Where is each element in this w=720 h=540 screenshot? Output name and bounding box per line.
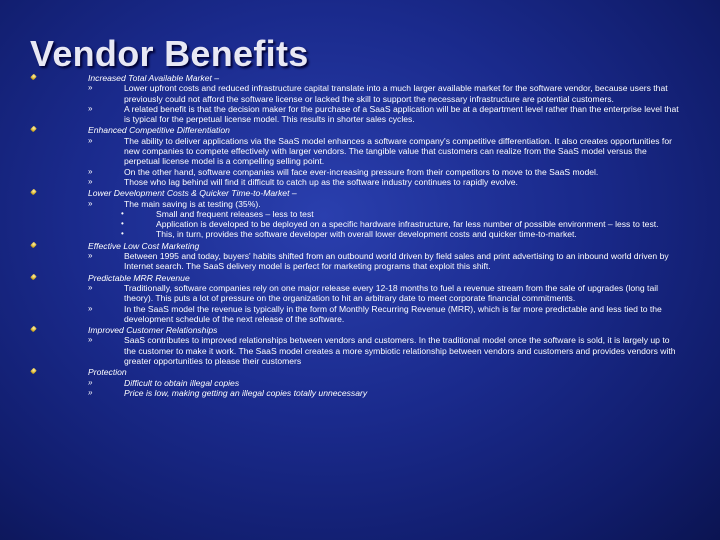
list-item	[30, 167, 685, 177]
chevron-bullet-icon: »	[88, 335, 93, 345]
list-item	[30, 104, 685, 125]
section-heading	[30, 367, 685, 377]
sub-list-item	[30, 219, 685, 229]
list-item-text: Traditionally, software companies rely on one major release every 12-18 months to fuel a revenue stream from the sale of upgrades (long tail theory). This puts a lot of pressure on the organization to hit an arbitrary date to meet corporate financial commitments.	[124, 282, 659, 304]
section-heading-text: Improved Customer Relationships	[88, 325, 218, 336]
slide-title: Vendor Benefits	[30, 33, 309, 74]
dot-bullet-icon: •	[121, 219, 124, 229]
section-heading-text: Increased Total Available Market –	[88, 73, 220, 83]
diamond-bullet-icon	[30, 368, 37, 375]
list-item-text: In the SaaS model the revenue is typically in the form of Monthly Recurring Revenue (MRR), which is far more predictable and less tied to the development schedule of the next release of the software.	[124, 303, 662, 324]
section-heading	[30, 125, 685, 135]
dot-bullet-icon: •	[121, 208, 124, 218]
chevron-bullet-icon: »	[88, 387, 93, 397]
sub-list-item-text: Small and frequent releases – less to test	[156, 208, 314, 219]
chevron-bullet-icon: »	[88, 166, 93, 176]
sub-list-item	[30, 229, 685, 239]
section-heading	[30, 273, 685, 283]
list-item	[30, 388, 685, 398]
section-heading-text: Lower Development Costs & Quicker Time-to-Market –	[88, 188, 297, 199]
diamond-bullet-icon	[30, 74, 37, 81]
chevron-bullet-icon: »	[88, 377, 93, 387]
list-item-text: The ability to deliver applications via the SaaS model enhances a software company's competitive differentiation. It also creates opportunities for new companies to compete effectively with larger vendors. The tangible value that customers can realize from the SaaS model versus the perpetual license model is a compelling selling point.	[124, 135, 672, 167]
diamond-bullet-icon	[30, 273, 37, 280]
list-item	[30, 283, 685, 304]
list-item	[30, 304, 685, 325]
diamond-bullet-icon	[30, 241, 37, 248]
diamond-bullet-icon	[30, 126, 37, 133]
list-item	[30, 199, 685, 209]
chevron-bullet-icon: »	[88, 103, 93, 113]
chevron-bullet-icon: »	[88, 282, 93, 292]
chevron-bullet-icon: »	[88, 251, 93, 261]
section-heading	[30, 73, 685, 83]
chevron-bullet-icon: »	[88, 83, 93, 93]
section-heading	[30, 241, 685, 251]
chevron-bullet-icon: »	[88, 135, 93, 145]
sub-list-item-text: Application is developed to be deployed on a specific hardware infrastructure, far less number of possible environment – less to test.	[156, 219, 659, 230]
list-item-text: Difficult to obtain illegal copies	[124, 377, 240, 388]
diamond-bullet-icon	[30, 326, 37, 333]
list-item	[30, 251, 685, 272]
list-item-text: Between 1995 and today, buyers' habits shifted from an outbound world driven by field sales and print advertising to an inbound world driven by Internet search. The SaaS delivery model is perfect for marketing programs that exploit this shift.	[124, 251, 669, 272]
list-item	[30, 136, 685, 167]
list-item	[30, 83, 685, 104]
section-heading	[30, 325, 685, 335]
chevron-bullet-icon: »	[88, 303, 93, 313]
list-item	[30, 177, 685, 187]
sub-list-item	[30, 209, 685, 219]
list-item	[30, 335, 685, 366]
section-heading	[30, 188, 685, 198]
section-heading-text: Protection	[88, 367, 127, 378]
list-item-text: Lower upfront costs and reduced infrastructure capital translate into a much larger available market for the software vendor, because users that previously could not afford the software license or lacked the skill to support the necessary infrastructure are potential customers.	[124, 83, 668, 104]
list-item-text: SaaS contributes to improved relationships between vendors and customers. In the traditional model once the software is sold, it is largely up to the customer to make it work. The SaaS model creates a more symbiotic relationship between vendors and customers and provides vendors with greater opportunities to please their customers	[124, 335, 676, 367]
list-item-text: Those who lag behind will find it difficult to catch up as the software industry continues to rapidly evolve.	[124, 176, 518, 187]
sub-list-item-text: This, in turn, provides the software developer with overall lower development costs and quicker time-to-market.	[156, 229, 577, 240]
slide-content	[30, 72, 685, 398]
list-item-text: A related benefit is that the decision maker for the purchase of a SaaS application will be at a department level rather than the enterprise level that is typical for the perpetual license model. This results in shorter sales cycles.	[124, 103, 679, 125]
section-heading-text: Effective Low Cost Marketing	[88, 240, 200, 251]
list-item-text: The main saving is at testing (35%).	[124, 198, 261, 209]
chevron-bullet-icon: »	[88, 198, 93, 208]
dot-bullet-icon: •	[121, 229, 124, 239]
list-item	[30, 378, 685, 388]
list-item-text: On the other hand, software companies will face ever-increasing pressure from their competitors to move to the SaaS model.	[124, 166, 599, 177]
diamond-bullet-icon	[30, 189, 37, 196]
chevron-bullet-icon: »	[88, 176, 93, 186]
section-heading-text: Enhanced Competitive Differentiation	[88, 125, 230, 136]
list-item-text: Price is low, making getting an illegal copies totally unnecessary	[124, 387, 368, 398]
section-heading-text: Predictable MRR Revenue	[88, 272, 190, 283]
